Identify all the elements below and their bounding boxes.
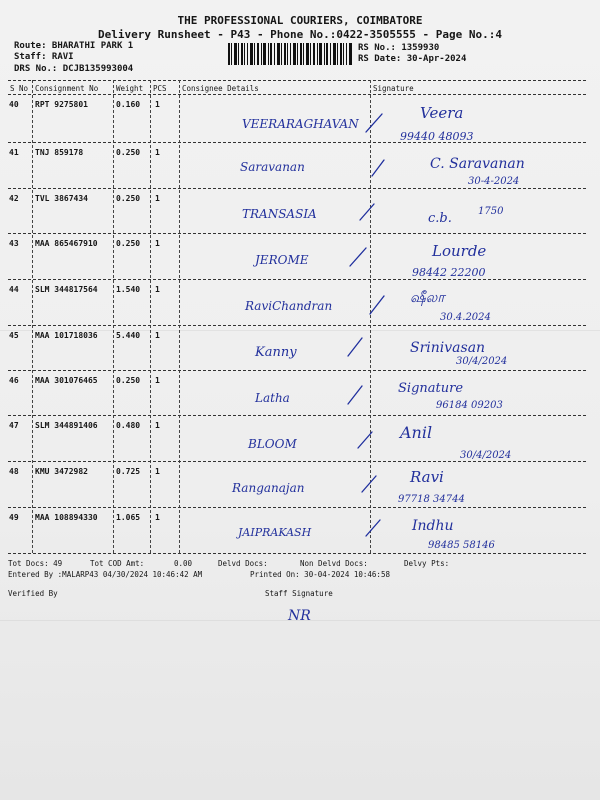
row-sno: 47 bbox=[9, 421, 19, 430]
col-sep-5 bbox=[370, 80, 371, 553]
col-header-pcs: PCS bbox=[153, 84, 167, 93]
col-header-consignee: Consignee Details bbox=[182, 84, 259, 93]
row-weight: 1.065 bbox=[116, 513, 141, 522]
row-pcs: 1 bbox=[155, 421, 160, 430]
printed-on: Printed On: 30-04-2024 10:46:58 bbox=[250, 570, 390, 579]
header-bottom-rule bbox=[8, 94, 586, 95]
signature-note: 97718 34744 bbox=[398, 494, 465, 505]
signature-note: 30-4-2024 bbox=[468, 176, 520, 187]
consignee-name: Latha bbox=[255, 391, 290, 405]
row-weight: 0.725 bbox=[116, 467, 141, 476]
signature-note: 99440 48093 bbox=[400, 130, 474, 143]
row-consignment: MAA 101718036 bbox=[35, 331, 98, 340]
row-consignment: MAA 108894330 bbox=[35, 513, 98, 522]
consignee-signature: C. Saravanan bbox=[430, 156, 525, 172]
consignee-name: VEERARAGHAVAN bbox=[242, 117, 359, 131]
row-sno: 41 bbox=[9, 148, 19, 157]
row-sno: 42 bbox=[9, 194, 19, 203]
consignee-signature: Anil bbox=[400, 423, 433, 442]
total-cod-label: Tot COD Amt: bbox=[90, 559, 145, 568]
delivery-points: Delvy Pts: bbox=[404, 559, 450, 568]
signature-note: 98442 22200 bbox=[412, 266, 486, 279]
staff-initials: NR bbox=[288, 608, 311, 624]
row-weight: 1.540 bbox=[116, 285, 141, 294]
total-docs: Tot Docs: 49 bbox=[8, 559, 63, 568]
row-weight: 0.160 bbox=[116, 100, 141, 109]
row-consignment: SLM 344891406 bbox=[35, 421, 98, 430]
consignee-signature: c.b. bbox=[428, 211, 452, 226]
row-pcs: 1 bbox=[155, 148, 160, 157]
rs-number: RS No.: 1359930 bbox=[358, 43, 440, 53]
row-consignment: RPT 9275801 bbox=[35, 100, 88, 109]
row-sno: 45 bbox=[9, 331, 19, 340]
staff-signature-label: Staff Signature bbox=[265, 589, 333, 598]
row-pcs: 1 bbox=[155, 376, 160, 385]
signature-note: 1750 bbox=[478, 206, 504, 217]
col-header-signature: Signature bbox=[373, 84, 414, 93]
row-consignment: TVL 3867434 bbox=[35, 194, 88, 203]
col-sep-1 bbox=[32, 80, 33, 553]
col-sep-3 bbox=[150, 80, 151, 553]
row-pcs: 1 bbox=[155, 513, 160, 522]
col-header-weight: Weight bbox=[116, 84, 144, 93]
row-pcs: 1 bbox=[155, 194, 160, 203]
consignee-signature: Signature bbox=[398, 381, 464, 396]
consignee-signature: Lourde bbox=[432, 242, 487, 260]
barcode bbox=[228, 43, 352, 65]
row-consignment: MAA 301076465 bbox=[35, 376, 98, 385]
row-pcs: 1 bbox=[155, 331, 160, 340]
row-consignment: TNJ 859178 bbox=[35, 148, 84, 157]
consignee-name: Kanny bbox=[255, 345, 297, 360]
row-sno: 40 bbox=[9, 100, 19, 109]
row-sno: 43 bbox=[9, 239, 19, 248]
row-weight: 0.480 bbox=[116, 421, 141, 430]
row-weight: 0.250 bbox=[116, 194, 141, 203]
row-weight: 0.250 bbox=[116, 376, 141, 385]
total-cod-value: 0.00 bbox=[174, 559, 193, 568]
row-sno: 44 bbox=[9, 285, 19, 294]
verified-by: Verified By bbox=[8, 589, 58, 598]
header-top-rule bbox=[8, 80, 586, 81]
signature-note: 30/4/2024 bbox=[460, 450, 512, 461]
col-sep-4 bbox=[179, 80, 180, 553]
row-pcs: 1 bbox=[155, 239, 160, 248]
col-header-consignment: Consignment No bbox=[35, 84, 99, 93]
col-header-sno: S No bbox=[10, 84, 29, 93]
route-label: Route: BHARATHI PARK 1 bbox=[14, 41, 134, 51]
entered-by: Entered By :MALARP43 04/30/2024 10:46:42 AM bbox=[8, 570, 203, 579]
runsheet-subtitle: Delivery Runsheet - P43 - Phone No.:0422-3505555 - Page No.:4 bbox=[98, 28, 502, 41]
row-sno: 46 bbox=[9, 376, 19, 385]
consignee-name: BLOOM bbox=[248, 437, 297, 451]
consignee-name: Saravanan bbox=[240, 160, 305, 174]
row-consignment: SLM 344817564 bbox=[35, 285, 98, 294]
consignee-name: Ranganajan bbox=[232, 481, 305, 495]
consignee-name: RaviChandran bbox=[245, 299, 333, 313]
col-sep-2 bbox=[113, 80, 114, 553]
row-pcs: 1 bbox=[155, 467, 160, 476]
row-consignment: KMU 3472982 bbox=[35, 467, 88, 476]
rs-date: RS Date: 30-Apr-2024 bbox=[358, 54, 467, 64]
staff-label: Staff: RAVI bbox=[14, 52, 74, 62]
consignee-name: JAIPRAKASH bbox=[238, 526, 312, 539]
company-title: THE PROFESSIONAL COURIERS, COIMBATORE bbox=[177, 14, 423, 27]
row-pcs: 1 bbox=[155, 100, 160, 109]
signature-note: 30/4/2024 bbox=[456, 356, 508, 367]
delivered-docs: Delvd Docs: bbox=[218, 559, 268, 568]
consignee-signature: Ravi bbox=[410, 468, 444, 486]
consignee-signature: Veera bbox=[420, 104, 464, 122]
row-consignment: MAA 865467910 bbox=[35, 239, 98, 248]
row-weight: 0.250 bbox=[116, 239, 141, 248]
drs-number: DRS No.: DCJB135993004 bbox=[14, 64, 134, 74]
consignee-signature: Indhu bbox=[412, 518, 454, 534]
consignee-name: JEROME bbox=[255, 253, 309, 267]
signature-note: 96184 09203 bbox=[436, 400, 503, 411]
row-weight: 0.250 bbox=[116, 148, 141, 157]
non-delivered-docs: Non Delvd Docs: bbox=[300, 559, 368, 568]
row-sno: 49 bbox=[9, 513, 19, 522]
row-pcs: 1 bbox=[155, 285, 160, 294]
signature-note: 30.4.2024 bbox=[440, 312, 491, 323]
consignee-signature: ஷீலா bbox=[410, 290, 445, 306]
signature-note: 98485 58146 bbox=[428, 540, 495, 551]
row-sno: 48 bbox=[9, 467, 19, 476]
consignee-signature: Srinivasan bbox=[410, 340, 486, 356]
consignee-name: TRANSASIA bbox=[242, 207, 317, 221]
row-weight: 5.440 bbox=[116, 331, 141, 340]
